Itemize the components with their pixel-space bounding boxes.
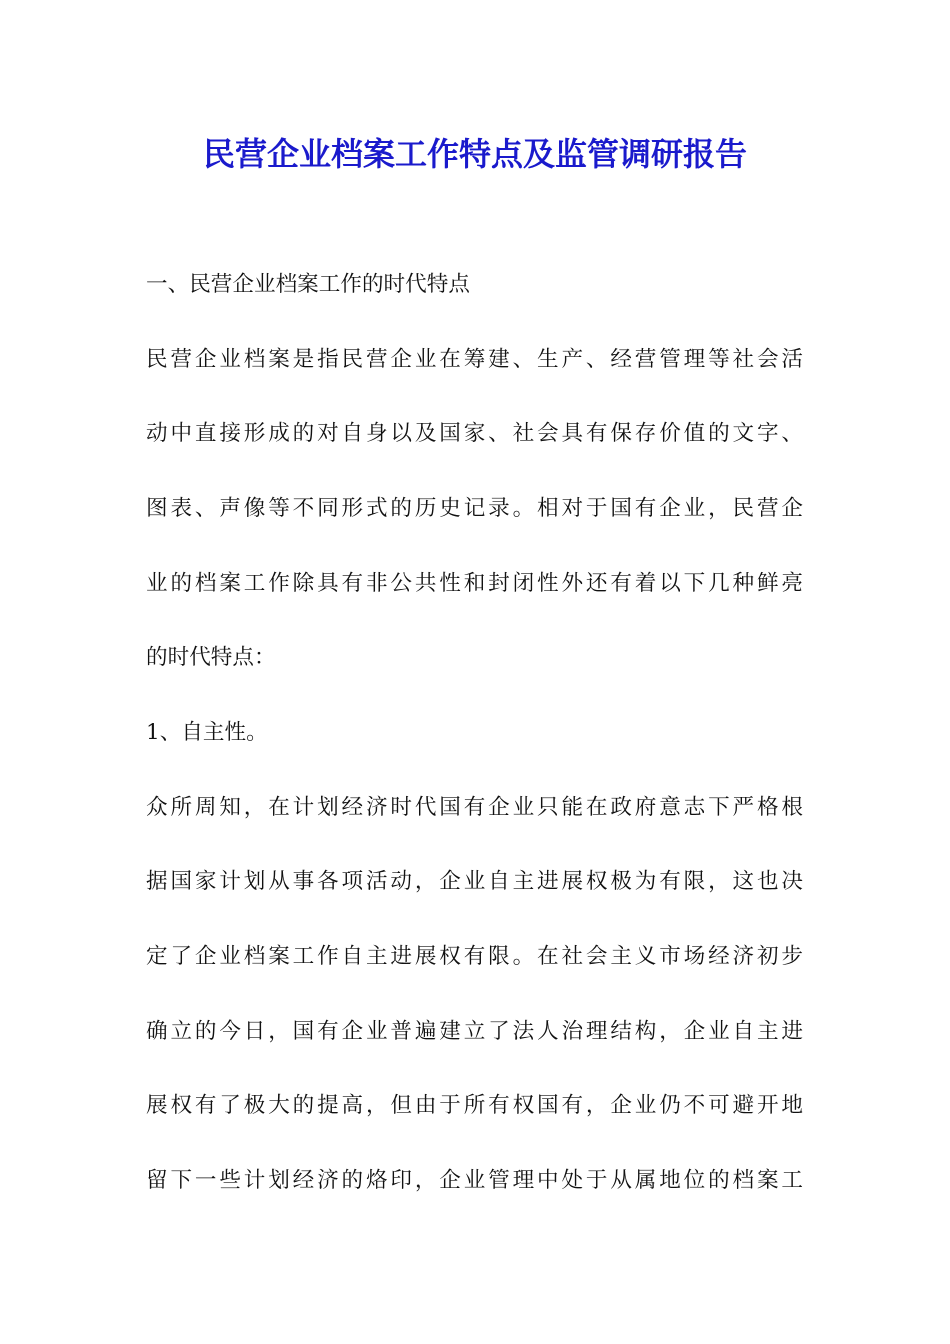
paragraph-line: 据国家计划从事各项活动，企业自主进展权极为有限，这也决 [146, 869, 803, 894]
paragraph-line: 众所周知，在计划经济时代国有企业只能在政府意志下严格根 [146, 795, 803, 820]
section-heading: 一、民营企业档案工作的时代特点 [146, 272, 470, 297]
paragraph-line: 动中直接形成的对自身以及国家、社会具有保存价值的文字、 [146, 421, 803, 446]
paragraph-line: 展权有了极大的提高，但由于所有权国有，企业仍不可避开地 [146, 1093, 803, 1118]
document-title: 民营企业档案工作特点及监管调研报告 [202, 135, 747, 173]
paragraph-line: 留下一些计划经济的烙印，企业管理中处于从属地位的档案工 [146, 1168, 803, 1193]
paragraph-line: 的时代特点： [146, 645, 276, 670]
paragraph-line: 图表、声像等不同形式的历史记录。相对于国有企业，民营企 [146, 496, 803, 521]
paragraph-line: 定了企业档案工作自主进展权有限。在社会主义市场经济初步 [146, 944, 803, 969]
paragraph-line: 民营企业档案是指民营企业在筹建、生产、经营管理等社会活 [146, 347, 803, 372]
subsection-heading: 1、自主性。 [146, 720, 268, 745]
paragraph-line: 确立的今日，国有企业普遍建立了法人治理结构，企业自主进 [146, 1019, 803, 1044]
paragraph-line: 业的档案工作除具有非公共性和封闭性外还有着以下几种鲜亮 [146, 571, 803, 596]
